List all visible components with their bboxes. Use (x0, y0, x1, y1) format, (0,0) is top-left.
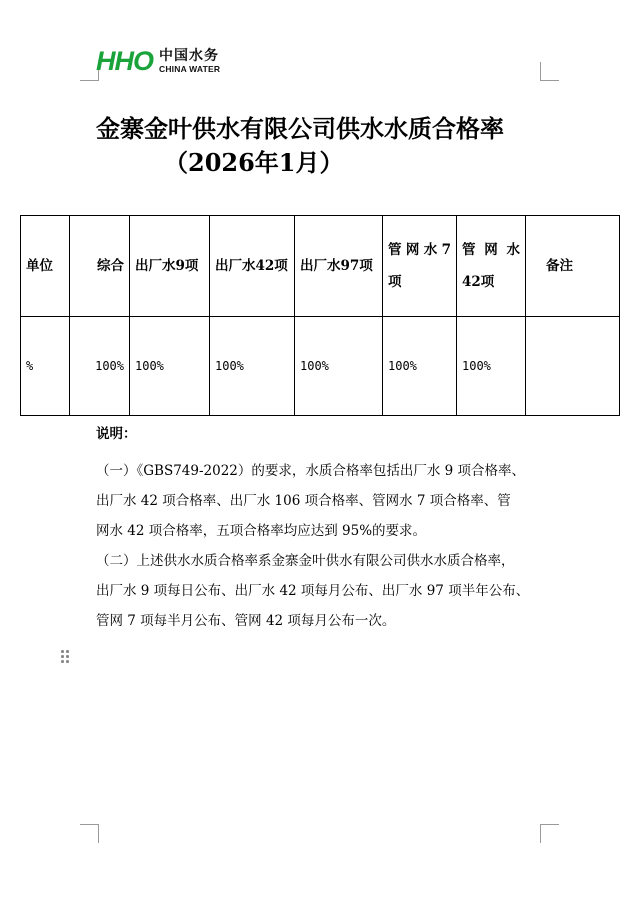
logo-name-en: CHINA WATER (159, 63, 221, 74)
note-line: 网水 42 项合格率，五项合格率均应达到 95%的要求。 (96, 523, 427, 539)
header-cell: 备注 (526, 216, 620, 317)
value-cell: 100% (383, 317, 457, 416)
value-cell: 100% (295, 317, 383, 416)
document-title: 金寨金叶供水有限公司供水水质合格率 (96, 114, 504, 143)
header-cell: 出厂水42项 (210, 216, 295, 317)
note-line: 出厂水 42 项合格率、出厂水 106 项合格率、管网水 7 项合格率、管 (96, 493, 511, 509)
value-cell (526, 317, 620, 416)
header-cell: 管网水7项 (383, 216, 457, 317)
header-cell: 出厂水97项 (295, 216, 383, 317)
header-cell: 综合 (70, 216, 130, 317)
margin-corner-bottom-right (540, 824, 559, 843)
note-line: （二）上述供水水质合格率系金寨金叶供水有限公司供水水质合格率， (96, 553, 515, 569)
margin-corner-top-right (540, 62, 559, 81)
document-subtitle: （2026年1月） (164, 148, 344, 177)
company-logo (96, 46, 220, 76)
header-cell: 管网水42项 (457, 216, 526, 317)
drag-handle-icon[interactable] (61, 650, 71, 664)
logo-name-cn: 中国水务 (159, 47, 219, 64)
notes-title: 说明： (96, 426, 137, 442)
value-cell: 100% (70, 317, 130, 416)
value-cell: 100% (210, 317, 295, 416)
note-line: 出厂水 9 项每日公布、出厂水 42 项每月公布、出厂水 97 项半年公布、 (96, 583, 530, 599)
value-cell: 100% (130, 317, 210, 416)
quality-table (20, 215, 620, 416)
value-cell: % (21, 317, 70, 416)
table-header-row (21, 216, 620, 317)
header-cell: 单位 (21, 216, 70, 317)
logo-mark: HHO (96, 45, 153, 76)
margin-corner-bottom-left (80, 824, 99, 843)
note-line: 管网 7 项每半月公布、管网 42 项每月公布一次。 (96, 613, 396, 629)
table-row (21, 317, 620, 416)
header-cell: 出厂水9项 (130, 216, 210, 317)
notes-section (96, 424, 556, 636)
note-line: （一）《GBS749-2022）的要求，水质合格率包括出厂水 9 项合格率、 (96, 463, 526, 479)
value-cell: 100% (457, 317, 526, 416)
